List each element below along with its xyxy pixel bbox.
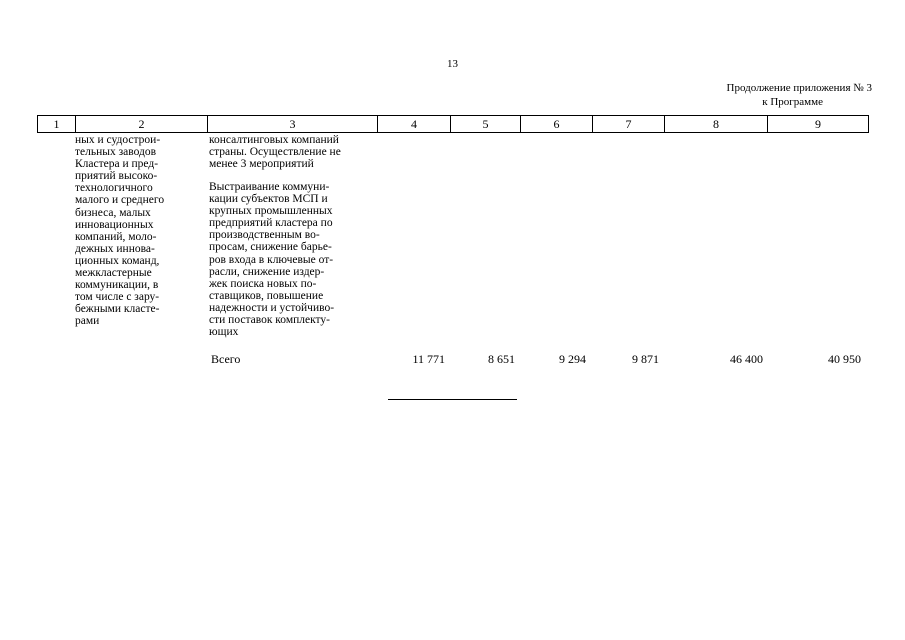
column-header-6: 6 (521, 116, 593, 133)
column-3-text-activity: Выстраивание коммуни- кации субъектов МСП и крупных промышленных предприятий кластера по производственным во- просам, снижение барье- ров входа в ключевые от- расли, снижение издер- жек поиска новых по- ставщиков, повышение надежности и устойчиво- сти поставок комплекту- ющих (209, 181, 335, 339)
continuation-line-1: Продолжение приложения № 3 (726, 82, 872, 94)
column-2-text: ных и судострои- тельных заводов Кластера и пред- приятий высоко- технологичного малого и среднего бизнеса, малых инновационных компаний, моло- дежных иннова- ционных команд, межкластерные коммуникации, в том числе с зару- бежными класте- рами (75, 134, 165, 328)
column-number-header (37, 115, 869, 133)
column-header-3: 3 (208, 116, 378, 133)
total-value-9: 40 950 (828, 352, 861, 366)
column-header-4: 4 (378, 116, 451, 133)
column-header-1: 1 (38, 116, 76, 133)
total-value-4: 11 771 (412, 352, 445, 366)
total-value-5: 8 651 (488, 352, 515, 366)
total-value-8: 46 400 (730, 352, 763, 366)
total-value-7: 9 871 (632, 352, 659, 366)
page-number: 13 (447, 58, 458, 70)
column-header-9: 9 (768, 116, 869, 133)
column-header-5: 5 (451, 116, 521, 133)
column-header-8: 8 (665, 116, 768, 133)
column-3-text-continued: консалтинговых компаний страны. Осуществление не менее 3 мероприятий (209, 134, 341, 171)
total-label: Всего (211, 352, 241, 366)
continuation-line-2: к Программе (762, 96, 823, 108)
column-header-2: 2 (76, 116, 208, 133)
column-header-7: 7 (593, 116, 665, 133)
total-value-6: 9 294 (559, 352, 586, 366)
end-rule-line (388, 399, 517, 400)
continuation-note (727, 81, 872, 109)
